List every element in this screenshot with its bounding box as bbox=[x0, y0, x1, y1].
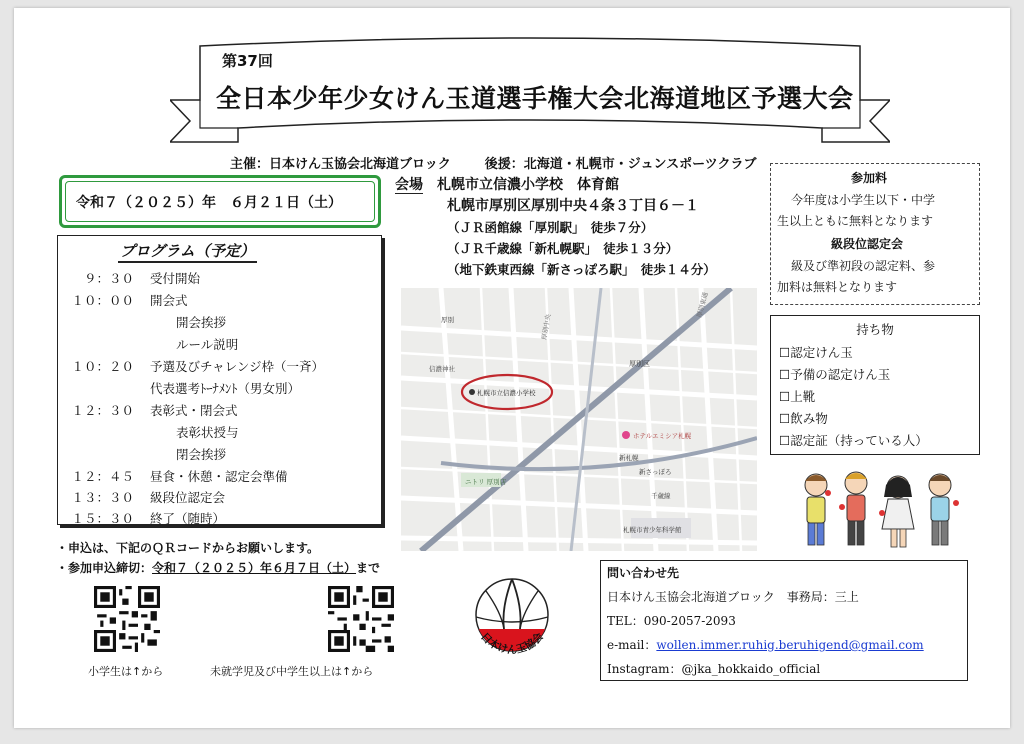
belonging-item: ☐認定証（持っている人） bbox=[779, 433, 928, 448]
contact-tel: TEL：090-2057-2093 bbox=[607, 614, 736, 628]
venue-name: 札幌市立信濃小学校 体育館 bbox=[437, 177, 619, 193]
map-label-shin-sapporo: 新さっぽろ bbox=[639, 468, 672, 476]
belonging-item: ☐飲み物 bbox=[779, 411, 828, 426]
fee-text: 生以上ともに無料となります bbox=[777, 214, 934, 228]
program-row: １５：３０ 終了（随時） bbox=[71, 511, 226, 526]
map-label-road: 厚別中央 bbox=[540, 313, 553, 341]
email-link[interactable]: wollen.immer.ruhig.beruhigend@gmail.com bbox=[656, 638, 924, 652]
program-box bbox=[57, 235, 382, 525]
sponsor-line bbox=[230, 153, 756, 172]
program-subrow: 閉会挨拶 bbox=[176, 447, 227, 462]
qr-caption-elementary: 小学生は↑から bbox=[88, 665, 164, 678]
map-label-route: 厚別東通 bbox=[695, 291, 710, 319]
deadline-date: 令和７（２０２５）年６月７日（土） bbox=[152, 561, 357, 575]
qr-caption-other: 未就学児及び中学生以上は↑から bbox=[210, 665, 374, 678]
event-date: 令和７（２０２５）年 ６月２１日（土） bbox=[65, 181, 375, 222]
event-title: 全日本少年少女けん玉道選手権大会北海道地区予選大会 bbox=[216, 84, 854, 113]
contact-title: 問い合わせ先 bbox=[607, 566, 680, 580]
kid-4 bbox=[929, 474, 959, 545]
deadline-note: ・参加申込締切：令和７（２０２５）年６月７日（土）まで bbox=[56, 561, 381, 575]
cert-text: 加料は無料となります bbox=[777, 280, 898, 294]
program-row: １２：４５ 昼食・休憩・認定会準備 bbox=[71, 469, 288, 484]
edition-label: 第37回 bbox=[222, 52, 273, 70]
fee-box bbox=[770, 163, 980, 305]
contact-instagram: Instagram：@jka_hokkaido_official bbox=[607, 662, 821, 676]
kid-1 bbox=[805, 474, 831, 545]
belonging-item: ☐上靴 bbox=[779, 389, 816, 404]
program-row: １３：３０ 級段位認定会 bbox=[71, 490, 226, 505]
program-subrow: 表彰状授与 bbox=[176, 425, 239, 440]
venue-access: （ＪＲ千歳線「新札幌駅」 徒歩１３分） bbox=[447, 241, 679, 256]
belongings-title: 持ち物 bbox=[856, 322, 894, 337]
program-title: プログラム（予定） bbox=[118, 240, 257, 263]
map-label-chitose: 千歳線 bbox=[651, 492, 671, 500]
contact-email: e-mail：wollen.immer.ruhig.beruhigend@gmail.com bbox=[607, 638, 924, 652]
venue-label: 会場 bbox=[395, 177, 423, 193]
qr-code-elementary[interactable] bbox=[94, 586, 160, 652]
organizer-text: 主催：日本けん玉協会北海道ブロック bbox=[230, 157, 451, 172]
cert-text: 級及び準初段の認定料、参 bbox=[791, 259, 936, 273]
contact-box bbox=[600, 560, 968, 681]
program-row: ９：３０ 受付開始 bbox=[83, 271, 201, 286]
fee-text: 今年度は小学生以下・中学 bbox=[791, 193, 936, 207]
program-row: １０：００ 開会式 bbox=[71, 293, 188, 308]
logo-text: 日本けん玉協会 bbox=[478, 630, 546, 656]
map-label-station: 新札幌 bbox=[619, 454, 639, 462]
belonging-item: ☐認定けん玉 bbox=[779, 345, 853, 360]
map-label-nitori: ニトリ 厚別店 bbox=[465, 478, 507, 486]
map-label-north: 厚別 bbox=[441, 316, 454, 324]
program-subrow: 開会挨拶 bbox=[176, 315, 227, 330]
program-row: １２：３０ 表彰式・閉会式 bbox=[71, 403, 238, 418]
map-graphic bbox=[401, 288, 757, 551]
title-banner bbox=[170, 36, 890, 148]
map-label-youth: 札幌市青少年科学館 bbox=[623, 526, 682, 534]
apply-note: ・申込は、下記のＱＲコードからお願いします。 bbox=[56, 541, 320, 555]
venue-access: （ＪＲ函館線「厚別駅」 徒歩７分） bbox=[447, 220, 654, 235]
venue-access: （地下鉄東西線「新さっぽろ駅」 徒歩１４分） bbox=[447, 262, 716, 277]
kid-2 bbox=[839, 472, 867, 545]
program-subrow: 代表選考ﾄｰﾅﾒﾝﾄ（男女別） bbox=[150, 381, 301, 396]
contact-org: 日本けん玉協会北海道ブロック 事務局：三上 bbox=[607, 590, 859, 604]
belonging-item: ☐予備の認定けん玉 bbox=[779, 367, 891, 382]
program-row: １０：２０ 予選及びチャレンジ枠（一斉） bbox=[71, 359, 325, 374]
map-label-shrine: 信濃神社 bbox=[429, 365, 455, 373]
venue-address: 札幌市厚別区厚別中央４条３丁目６－１ bbox=[447, 198, 699, 214]
program-subrow: ルール説明 bbox=[176, 337, 239, 352]
date-box bbox=[59, 175, 381, 228]
cert-title: 級段位認定会 bbox=[831, 237, 904, 251]
map-label-school: 札幌市立信濃小学校 bbox=[477, 389, 536, 397]
kids-illustration bbox=[794, 463, 964, 558]
support-text: 後援：北海道・札幌市・ジュンスポーツクラブ bbox=[484, 157, 757, 172]
fee-title: 参加料 bbox=[851, 171, 888, 185]
association-logo bbox=[462, 565, 562, 665]
kid-3 bbox=[879, 476, 914, 547]
map-label-hotel: ホテルエミシア札幌 bbox=[633, 432, 692, 440]
belongings-box bbox=[770, 315, 980, 455]
qr-code-other[interactable] bbox=[328, 586, 394, 652]
map-label-ward: 厚別区 bbox=[629, 360, 650, 368]
venue-map[interactable] bbox=[401, 288, 757, 551]
flyer-page bbox=[14, 8, 1010, 728]
